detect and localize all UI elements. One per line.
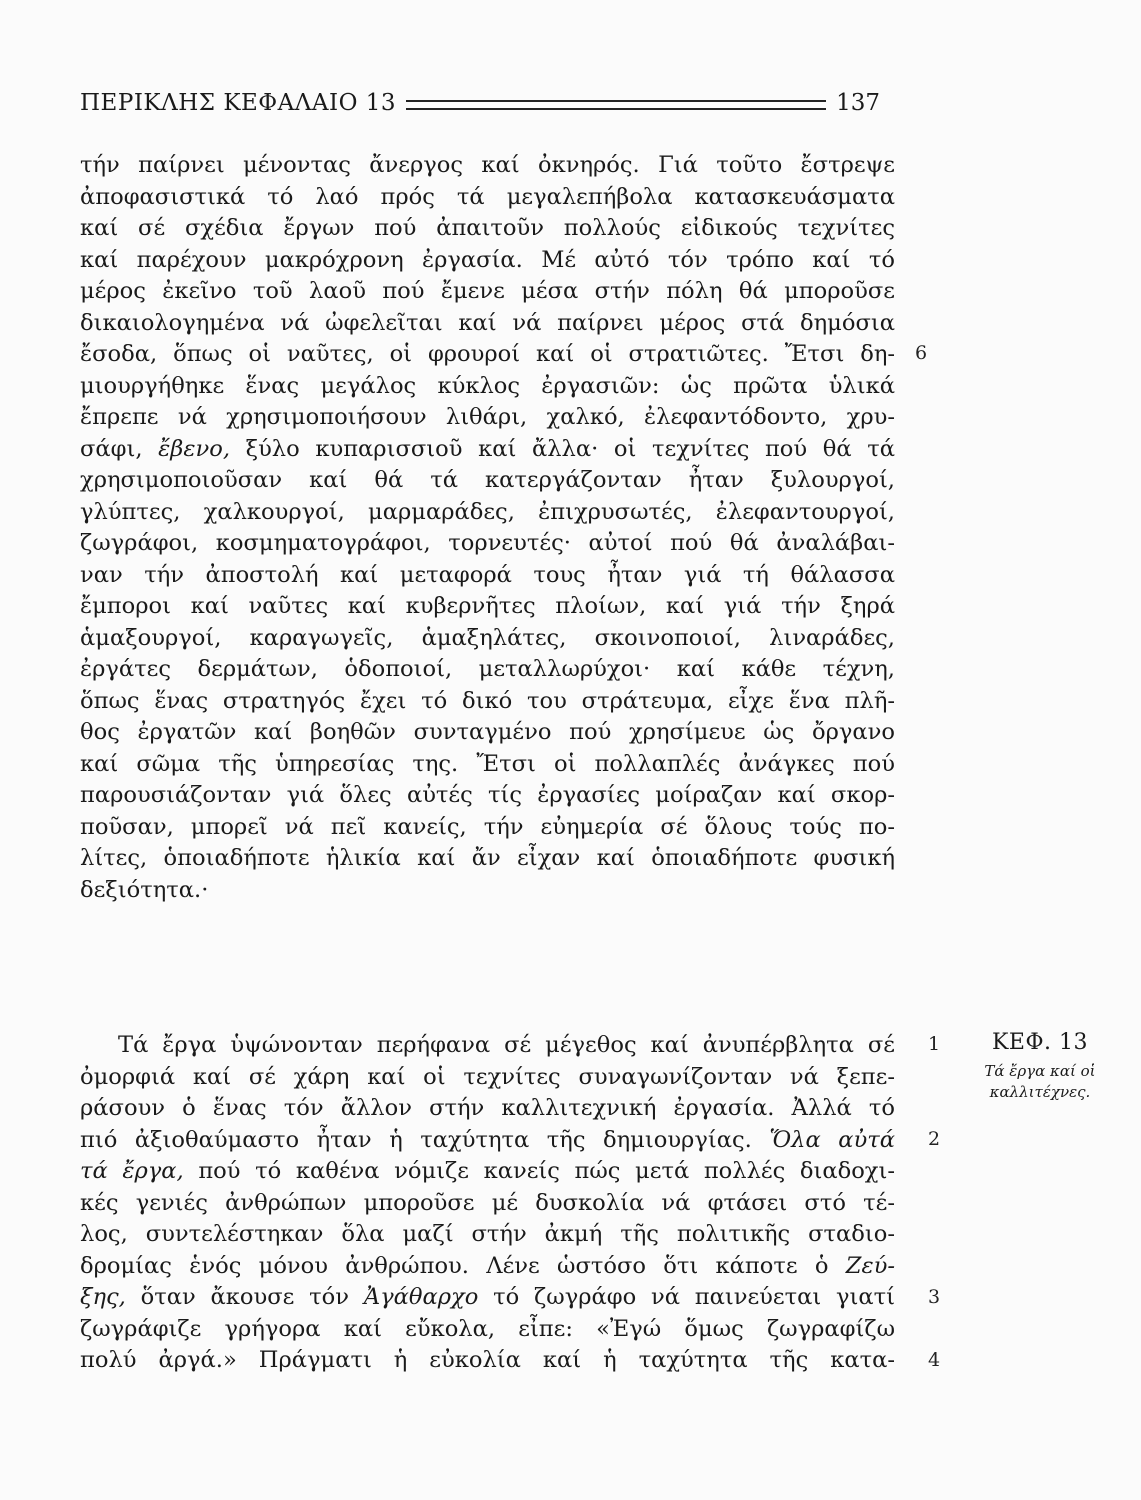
text-line: ὀμορφιά καί σέ χάρη καί οἱ τεχνίτες συναγωνίζονταν νά ξεπε- xyxy=(80,1063,895,1090)
text-line-mixed xyxy=(80,1156,895,1188)
text-line: ἔπρεπε νά χρησιμοποιήσουν λιθάρι, χαλκό, ἐλεφαντόδοντο, χρυ- xyxy=(80,404,895,430)
text-line: λίτες, ὁποιαδήποτε ἡλικία καί ἄν εἶχαν καί ὁποιαδήποτε φυσική xyxy=(80,845,895,871)
text-line-mixed xyxy=(80,434,895,466)
text-line: παρουσιάζονταν γιά ὅλες αὐτές τίς ἐργασίες μοίραζαν καί σκορ- xyxy=(80,782,895,808)
italic-name: Ἀγάθαρχο xyxy=(363,1284,479,1310)
text-run: τό ζωγράφο νά παινεύεται γιατί xyxy=(478,1284,895,1310)
paragraph-continued xyxy=(80,150,895,906)
chapter-label: ΚΕΦ. 13 xyxy=(991,1030,1088,1055)
italic-term: ἔβενο, xyxy=(158,435,231,462)
text-line-mixed xyxy=(80,1125,895,1157)
page-number: 137 xyxy=(836,90,880,116)
running-head-rule xyxy=(406,100,826,110)
margin-number: 1 xyxy=(928,1033,941,1055)
side-heading xyxy=(970,1030,1110,1103)
running-head xyxy=(80,88,880,118)
italic-quote: Ὅλα αὐτά xyxy=(769,1126,895,1153)
text-line: ἁμαξουργοί, καραγωγεῖς, ἁμαξηλάτες, σκοινοποιοί, λιναράδες, xyxy=(80,624,895,651)
text-line: πολύ ἀργά.» Πράγματι ἡ εὐκολία καί ἡ ταχύτητα τῆς κατα- xyxy=(80,1347,895,1373)
text-line: μέρος ἐκεῖνο τοῦ λαοῦ πού ἔμενε μέσα στήν πόλη θά μποροῦσε xyxy=(80,278,895,304)
text-line: ἔμποροι καί ναῦτες καί κυβερνῆτες πλοίων, καί γιά τήν ξηρά xyxy=(80,593,895,619)
text-run: πού τό καθένα νόμιζε κανείς πώς μετά πολλές διαδοχι- xyxy=(183,1158,895,1184)
text-line: ὅπως ἕνας στρατηγός ἔχει τό δικό του στράτευμα, εἶχε ἕνα πλῆ- xyxy=(80,687,895,714)
text-line: καί σῶμα τῆς ὑπηρεσίας της. Ἔτσι οἱ πολλαπλές ἀνάγκες πού xyxy=(80,750,895,777)
text-line: κές γενιές ἀνθρώπων μποροῦσε μέ δυσκολία νά φτάσει στό τέ- xyxy=(80,1189,895,1216)
text-run: πιό ἀξιοθαύμαστο ἦταν ἡ ταχύτητα τῆς δημιουργίας. xyxy=(80,1126,770,1153)
section-subtitle-line: καλλιτέχνες. xyxy=(989,1083,1091,1101)
text-line: ποῦσαν, μπορεῖ νά πεῖ κανείς, τήν εὐημερία σέ ὅλους τούς πο- xyxy=(80,813,895,840)
text-line: μιουργήθηκε ἕνας μεγάλος κύκλος ἐργασιῶν: ὡς πρῶτα ὑλικά xyxy=(80,372,895,399)
text-line: ἔσοδα, ὅπως οἱ ναῦτες, οἱ φρουροί καί οἱ στρατιῶτες. Ἔτσι δη- xyxy=(80,341,895,367)
text-line: θος ἐργατῶν καί βοηθῶν συνταγμένο πού χρησίμευε ὡς ὄργανο xyxy=(80,719,895,745)
text-run: δρομίας ἑνός μόνου ἀνθρώπου. Λένε ὡστόσο ὅτι κάποτε ὁ xyxy=(80,1252,846,1279)
text-line: καί παρέχουν μακρόχρονη ἐργασία. Μέ αὐτό τόν τρόπο καί τό xyxy=(80,246,895,273)
italic-quote: τά ἔργα, xyxy=(80,1158,184,1184)
text-run: ὅταν ἄκουσε τόν xyxy=(125,1284,364,1310)
text-run: σάφι, xyxy=(80,435,159,462)
text-line: χρησιμοποιοῦσαν καί θά τά κατεργάζονταν ἦταν ξυλουργοί, xyxy=(80,467,895,493)
text-line-mixed xyxy=(80,1282,895,1314)
italic-name: Ζεύ- xyxy=(845,1252,895,1279)
running-head-title: ΠΕΡΙΚΛΗΣ ΚΕΦΑΛΑΙΟ 13 xyxy=(80,90,397,116)
text-line: ζωγράφιζε γρήγορα καί εὔκολα, εἶπε: «Ἐγώ ὅμως ζωγραφίζω xyxy=(80,1315,895,1342)
text-line: δικαιολογημένα νά ὠφελεῖται καί νά παίρνει μέρος στά δημόσια xyxy=(80,309,895,336)
text-line: γλύπτες, χαλκουργοί, μαρμαράδες, ἐπιχρυσωτές, ἐλεφαντουργοί, xyxy=(80,498,895,525)
text-line: ναν τήν ἀποστολή καί μεταφορά τους ἦταν γιά τή θάλασσα xyxy=(80,561,895,588)
margin-number: 2 xyxy=(928,1128,941,1150)
text-line: ράσουν ὁ ἕνας τόν ἄλλον στήν καλλιτεχνική ἐργασία. Ἀλλά τό xyxy=(80,1095,895,1121)
text-line-mixed xyxy=(80,1251,895,1283)
text-line: τήν παίρνει μένοντας ἄνεργος καί ὀκνηρός. Γιά τοῦτο ἔστρεψε xyxy=(80,152,895,178)
text-run: ξύλο κυπαρισσιοῦ καί ἄλλα· οἱ τεχνίτες πού θά τά xyxy=(230,435,895,462)
text-line: ἀποφασιστικά τό λαό πρός τά μεγαλεπήβολα κατασκευάσματα xyxy=(80,183,895,210)
margin-number: 6 xyxy=(915,342,928,364)
text-line: δεξιότητα.· xyxy=(80,876,209,903)
section-subtitle-line: Τά ἔργα καί οἱ xyxy=(984,1062,1096,1080)
text-line: ζωγράφοι, κοσμηματογράφοι, τορνευτές· αὐτοί πού θά ἀναλάβαι- xyxy=(80,530,895,556)
margin-number: 3 xyxy=(928,1286,941,1308)
margin-number: 4 xyxy=(928,1349,941,1371)
italic-name: ξης, xyxy=(80,1284,126,1310)
text-line: Τά ἔργα ὑψώνονταν περήφανα σέ μέγεθος καί ἀνυπέρβλητα σέ xyxy=(118,1032,895,1058)
paragraph-new xyxy=(80,1030,895,1377)
text-line: λος, συντελέστηκαν ὅλα μαζί στήν ἀκμή τῆς πολιτικῆς σταδιο- xyxy=(80,1221,895,1247)
text-line: καί σέ σχέδια ἔργων πού ἀπαιτοῦν πολλούς εἰδικούς τεχνίτες xyxy=(80,215,895,241)
text-line: ἐργάτες δερμάτων, ὁδοποιοί, μεταλλωρύχοι· καί κάθε τέχνη, xyxy=(80,656,895,682)
